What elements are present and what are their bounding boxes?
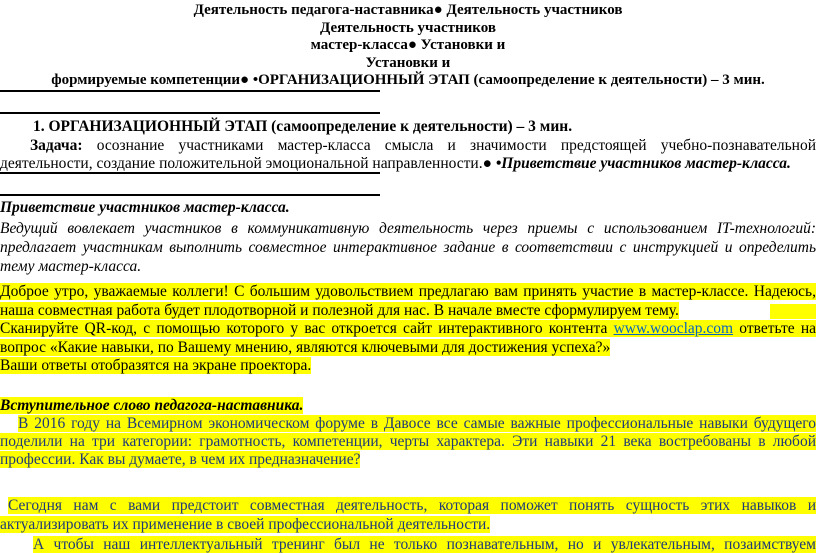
today-paragraph xyxy=(0,496,816,534)
welcome-block xyxy=(0,283,816,376)
greeting-heading: Приветствие участников мастер-класса. xyxy=(0,199,290,216)
horizontal-rule xyxy=(0,172,380,174)
highlighted-text: ответьте на вопрос «Какие навыки, по Вашему мнению, являются ключевыми для достижения успеха?» xyxy=(0,320,816,356)
qr-instruction-paragraph xyxy=(0,320,816,357)
highlighted-text: В 2016 году на Всемирном экономическом форуме в Давосе все самые важные профессиональные навыки будущего поделили на три категории: грамотность, компетенции, черты характера. Эти навыки 21 века востребованы в любой профессии. Как вы думаете, в чем их предназначение? xyxy=(0,415,816,468)
davos-paragraph xyxy=(0,415,816,469)
highlighted-text: Доброе утро, уважаемые коллеги! С большим удовольствием предлагаю вам принять участие в мастер-классе. Надеюсь, наша совместная работа будет плодотворной и полезной для нас. В начале вместе сформулируем тему. xyxy=(0,283,816,319)
header-line: Деятельность педагога-наставника● Деятельность участников xyxy=(193,2,623,18)
task-paragraph xyxy=(0,137,816,173)
task-label: Задача: xyxy=(30,137,83,154)
highlighted-text: Сканируйте QR-код, с помощью которого у вас откроется сайт интерактивного контента xyxy=(0,320,614,338)
document-header xyxy=(0,2,816,90)
stage-heading: 1. ОРГАНИЗАЦИОННЫЙ ЭТАП (самоопределение к деятельности) – 3 мин. xyxy=(33,118,573,135)
intro-heading-line xyxy=(0,397,816,415)
horizontal-rule xyxy=(0,112,380,114)
horizontal-rule xyxy=(0,194,380,196)
training-paragraph xyxy=(0,535,816,553)
intro-heading: Вступительное слово педагога-наставника. xyxy=(0,397,304,414)
header-line: Установки и xyxy=(365,54,451,71)
highlighted-text: А чтобы наш интеллектуальный тренинг был не только познавательным, но и увлекательным, позаимствуем xyxy=(33,536,816,553)
wooclap-link[interactable]: www.wooclap.com xyxy=(613,320,734,338)
greeting-description: Ведущий вовлекает участников в коммуникативную деятельность через приемы с использованием IT-технологий: предлагает участникам выполнить совместное интерактивное задание в соответствии с инструкцией и определить тему мастер-класса. xyxy=(0,220,816,275)
bullet-mark: ● xyxy=(482,155,492,172)
highlighted-text: Ваши ответы отобразятся на экране проектора. xyxy=(0,357,312,375)
header-line: мастер-класса● Установки и xyxy=(310,37,506,53)
projector-note-paragraph xyxy=(0,357,816,376)
task-tail: •Приветствие участников мастер-класса. xyxy=(495,155,791,172)
header-line: формируемые компетенции● •ОРГАНИЗАЦИОННЫЙ ЭТАП (самоопределение к деятельности) – 3 мин. xyxy=(51,72,765,88)
header-line: Деятельность участников xyxy=(320,19,496,36)
task-text: осознание участниками мастер-класса смысла и значимости предстоящей учебно-познавательной деятельности, создание положительной эмоциональной направленности. xyxy=(0,137,816,172)
highlight-mark xyxy=(770,304,816,319)
highlighted-text: Сегодня нам с вами предстоит совместная деятельность, которая поможет понять сущность этих навыков и актуализировать их применение в своей профессиональной деятельности. xyxy=(0,497,816,533)
welcome-paragraph xyxy=(0,283,816,320)
horizontal-rule xyxy=(0,90,380,92)
